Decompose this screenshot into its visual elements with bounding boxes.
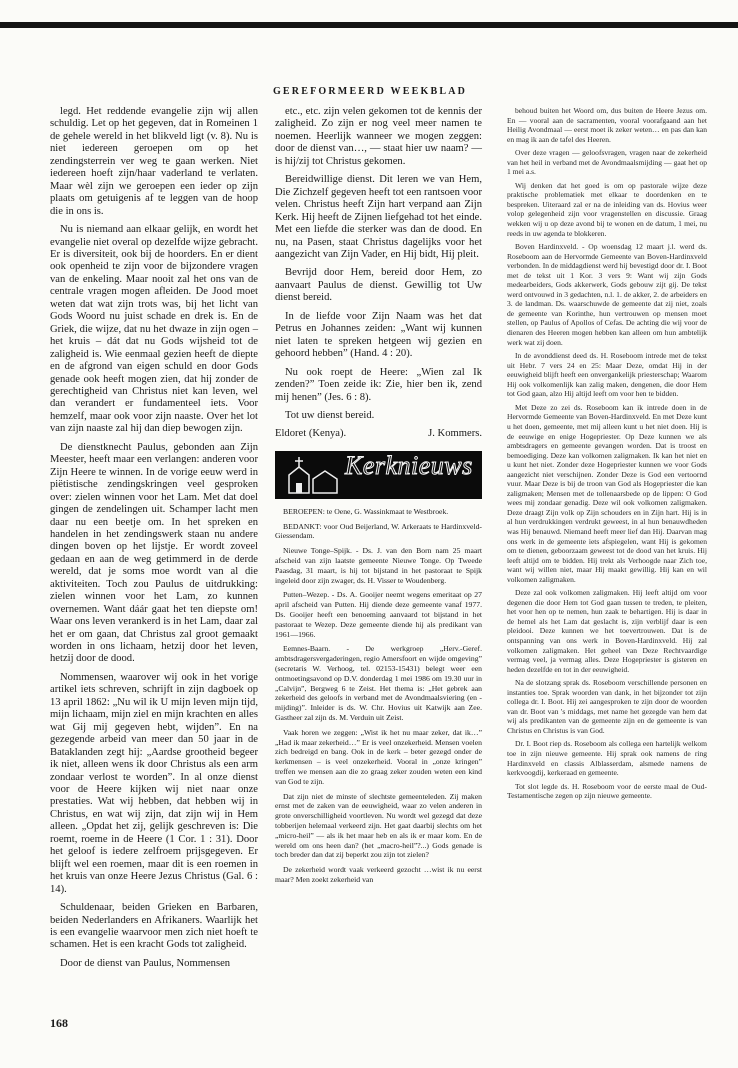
- paragraph: Met Deze zo zei ds. Roseboom kan ik intrede doen in de Hervormde Gemeente van Boven-Hardinxveld. En met Deze kunt u het doen, gemeente, met mij alleen kunt u het niet doen. Hij is de eeuwige en enige Hogepriester. Op Deze kunnen we als ambtsdragers en gemeente gevangen worden. Dat is troost en bemoediging. Deze kan volkomen zaligmaken. Ik kan het niet en u kunt het niet. Zonder deze Hogepriester kunnen we voor Gods aangezicht niet verschijnen. Zonder Deze is God een vertoornd vuur. Maar Deze is bij de troon van God als Hogepriester die kan zaligmaken; Mensen met de tollenaarsbede op de lippen: O God wees mij zondaar genadig. Deze wil ook volkomen zaligmaken. Deze draagt Zijn volk op Zijn schouders en in Zijn hart. Hij is in al hun verdrukkingen verdrukt geweest, in al hun benauwdheden was Hij benauwd. Niemand heeft meer lief dan Hij. Daarvan mag ons werk in de gemeente iets afspiegelen, want Hij is gekomen om te dienen, geboorzaam geweest tot de dood van het kruis. Hij leeft altijd om te bidden. Hij trekt als Verhoogde naar Zich toe, want wij willen niet, maar Hij maakt gewillig. Hij kan en wil volkomen zaligmaken.: [507, 402, 707, 584]
- news-item: BEROEPEN: te Oene, G. Wassinkmaat te Westbroek.: [283, 506, 449, 516]
- paragraph: Na de slotzang sprak ds. Roseboom verschillende personen en instanties toe. Sprak woorden van dank, in het bijzonder tot zijn collega dr. I. Boot. Hij zei aangesproken te zijn door de woorden van dr. Boot van 's middags, met name het gezegde van hem dat wij als predikanten van de gemeente zijn en de gemeente is van Christus en Christus is van God.: [507, 678, 707, 735]
- church-icon: [281, 455, 341, 495]
- banner-title: Kerknieuws: [345, 450, 473, 480]
- kerknieuws-banner: [275, 451, 482, 499]
- paragraph: legd. Het reddende evangelie zijn wij allen schuldig. Let op het gegeven, dat in Romeinen 1 de gehele wereld in het blikveld ligt (v. 8). Nu is niet iedereen geroepen om op het zendingsterrein ver weg te gaan werken. Niet iedereen hoeft zijn/haar vaderland te verlaten. Maar wèl zijn we geroepen een ieder op zijn plaats om getuigenis af te leggen van de hoop die in ons is.: [50, 106, 258, 217]
- page-header: GEREFORMEERD WEEKBLAD: [272, 86, 468, 97]
- paragraph: etc., etc. zijn velen gekomen tot de kennis der zaligheid. Zo zijn er nog veel meer namen te noemen. Heerlijk wanneer we mogen zeggen: door de dienst van…, — staat hier uw naam? — is hij/zij tot Christus gekomen.: [275, 106, 482, 167]
- signature-name: J. Kommers.: [428, 428, 482, 440]
- column-1: [50, 106, 258, 976]
- paragraph: Nommensen, waarover wij ook in het vorige artikel iets schreven, schrijft in zijn dagboek op 13 april 1862: „Nu wil ik U mijn leven mijn tijd, mijn lichaam, mijn ziel en mijn krachten en alles wat Gij mij gegeven hebt, wijden”. En na gezegende arbeid van meer dan 50 jaar in de Bataklanden zegt hij: „Aardse grootheid begeer ik niet, alleen wens ik door Christus als een arm zondaar verlost te worden”. In al onze dienst voor de Heere kijken wij niet naar onze prestaties. Wat wij hebben, dat hebben wij in Christus, en wat wij zijn, dat zijn wij in Hem alleen. „Opdat het zij, gelijk geschreven is: Die roemt, roeme in de Heere (1 Cor. 1 : 31). Door het geloof is iedere zelfroem prijsgegeven. Er blijft wel een roemen, maar dit is een roemen in het kruis van onze Heere Jezus Christus (Gal. 6 : 14).: [50, 671, 258, 895]
- news-item: Nieuwe Tonge–Spijk. - Ds. J. van den Born nam 25 maart afscheid van zijn laatste gemeente Nieuwe Tonge. Op Tweede Paasdag, 31 maart, is hij tot bijstand in het pastoraat te Spijk ingeleid door zijn zwager, ds. H. Visser te Woudenberg.: [275, 546, 482, 585]
- news-item: De zekerheid wordt vaak verkeerd gezocht …wist ik nu eerst maar? Men zoekt zekerheid van: [275, 865, 482, 884]
- paragraph: Bevrijd door Hem, bereid door Hem, zo aanvaart Paulus de dienst. Gewillig tot Uw dienst bereid.: [275, 267, 482, 304]
- paragraph: In de avonddienst deed ds. H. Roseboom intrede met de tekst uit Hebr. 7 vers 24 en 25: Maar Deze, omdat Hij in der eeuwigheid blijft heeft een onvergankelijk priesterschap; Waarom Hij ook volkomenlijk kan zalig maken, dengenen, die door Hem tot God gaan, alzo Hij altijd leeft om voor hen te bidden.: [507, 351, 707, 399]
- news-item: Vaak horen we zeggen: „Wist ik het nu maar zeker, dat ik…” „Had ik maar zekerheid…” Er is veel onzekerheid. Mensen voelen zich bedreigd en bang. Ook in de kerk – beter gezegd onder de kerkmensen – is veel onzekerheid. Vooral in „onze kringen” treffen we mensen aan die zo graag zeker zouden weten een kind van God te zijn.: [275, 727, 482, 786]
- paragraph: Over deze vragen — geloofsvragen, vragen naar de zekerheid van het heil in verband met de Avondmaalsmijding — gaat het op 1 mei a.s.: [507, 148, 707, 177]
- paragraph: In de liefde voor Zijn Naam was het dat Petrus en Johannes zeiden: „Want wij kunnen niet laten te spreken hetgeen wij gezien en gehoord hebben” (Hand. 4 : 20).: [275, 310, 482, 360]
- paragraph: Tot uw dienst bereid.: [285, 409, 375, 421]
- column-2: [275, 106, 482, 890]
- paragraph: behoud buiten het Woord om, dus buiten de Heere Jezus om. En — vooral aan de sacramenten, vooral voorafgaand aan het Heilig Avondmaal — eerst moet ik zeker weten… en pas dan kan en mag ik aan de tafel des Heeren.: [507, 106, 707, 144]
- paragraph: De dienstknecht Paulus, gebonden aan Zijn Meester, heeft maar een verlangen: anderen voor Zijn Heere te winnen. In de vorige eeuw werd in piëtistische zendingskringen veel gesproken over: zielen winnen voor het Lam. Met dat doel gingen de zendelingen uit. Schamper lacht men daar nu een beetje om. In het spreken en handelen in het zendingswerk staan nu andere dingen boven op het lijstje. Er wordt zoveel gedaan en aan de weg getimmerd in de derde wereld, dat je soms moe wordt van al die aktiviteiten. Toch zou Paulus de uitdrukking: zielen winnen voor het Lam, zo kunnen overnemen. Want dáár gaat het ten diepste om! Waar ons leven verankerd is in het Lam, daar zal het er om gaan, dat Christus zal groot gemaakt worden in ons lichaam, hetzij door het leven, hetzij door de dood.: [50, 441, 258, 665]
- news-item: Eemnes-Baarn. - De werkgroep „Herv.-Geref. ambtsdragersvergaderingen, regio Amersfoort en wijde omgeving” (secretaris W. Verhoog, tel. 02153-15431) belegt weer een ontmoetingsavond op D.V. donderdag 1 mei 1986 om 19.30 uur in „Calvijn”, Bergweg 6 te Zeist. Het thema is: „Het gebrek aan zekerheid des geloofs in verband met de Avondmaalsviering (en -mijding)”. Inleider is ds. W. Chr. Hovius uit Katwijk aan Zee. Gastheer zal zijn ds. M. Verduin uit Zeist.: [275, 644, 482, 723]
- paragraph: Door de dienst van Paulus, Nommensen: [60, 957, 231, 969]
- paragraph: Dr. I. Boot riep ds. Roseboom als collega een hartelijk welkom toe in zijn nieuwe gemeente. Hij sprak ook namens de ring Hardinxveld en classis Alblasserdam, alsmede namens de kerkvoogdij, kerkeraad en gemeente.: [507, 739, 707, 778]
- paragraph: Wij denken dat het goed is om op pastorale wijze deze praktische problematiek met elkaar te doordenken en te bespreken. Uiteraard zal er na de inleiding van ds. Hovius weer volop gelegenheid zijn voor vragenstellen en discussie. Graag wekken wij u op deze avond bij te wonen en de datum, 1 mei, nu reeds in uw agenda te blokkeren.: [507, 180, 707, 238]
- signature-place: Eldoret (Kenya).: [275, 428, 347, 440]
- news-item: Putten–Wezep. - Ds. A. Gooijer neemt wegens emeritaat op 27 april afscheid van Putten. Hij diende deze gemeente vanaf 1977. Ds. Gooijer heeft een benoeming aanvaard tot bijstand in het pastoraat te Wezep. Deze gemeente diende hij als predikant van 1961—1966.: [275, 590, 482, 639]
- paragraph: Tot slot legde ds. H. Roseboom voor de eerste maal de Oud-Testamentische zegen op zijn nieuwe gemeente.: [507, 781, 707, 801]
- paragraph: Bereidwillige dienst. Dit leren we van Hem, Die Zichzelf gegeven heeft tot een rantsoen voor velen. Christus heeft Zijn hart verpand aan Zijn Kerk. Hij heeft de Zijnen liefgehad tot het einde. Met een liefde die sterker was dan de dood. En nu, na Pasen, staat Christus dagelijks voor het aangezicht van Zijn Vader, en Hij bidt, Hij pleit.: [275, 174, 482, 260]
- paragraph: Boven Hardinxveld. - Op woensdag 12 maart j.l. werd ds. Roseboom aan de Hervormde Gemeente van Boven-Hardinxveld verbonden. In de middagdienst werd hij bevestigd door dr. I. Boot met de tekst uit 1 Kor. 3 vers 9: Want wij zijn Gods medearbeiders, Gods akkerwerk, Gods gebouw zijt gij. De tekst werd ontvouwd in 3 gedachten, n.l. 1. de akker, 2. de arbeiders en 3. de landman. Ds. waarschuwde de gemeente dat zij niet, zoals de gemeente van Korinthe, hun vertrouwen op mensen moet stellen, op Paulus of Apollos of Cefas. De achting die wij voor de dienaren des Heeren mogen hebben kan alleen om hun ambtelijk werk wat zij doen.: [507, 242, 707, 347]
- news-item: Dat zijn niet de minste of slechtste gemeenteleden. Zij maken ernst met de zaken van de eeuwigheid, waar zo velen anderen in grote onverschilligheid voortleven. Nu wordt wel gezegd dat deze tobberijen helemaal verkeerd zijn. Het gaat daarbij slechts om het „micro-heil” — als ik het maar heb en als ik er maar kom. En de wereld om ons heen dan? (het „macro-heil”?...) Gods genade is toch breder dan dat zij beperkt zou zijn tot zielen?: [275, 791, 482, 860]
- signature: [275, 428, 482, 440]
- news-item: BEDANKT: voor Oud Beijerland, W. Arkeraats te Hardinxveld-Giessendam.: [275, 521, 482, 541]
- paragraph: Deze zal ook volkomen zaligmaken. Hij leeft altijd om voor degenen die door Hem tot God gaan tussen te treden, te pleiten, het voor hen op te nemen, hun zaak te behartigen. Hij is daar in de hemel als het Lam dat geslacht is, zijn verblijf daar is een pleidooi. Deze kunnen we het toevertrouwen. Dat is de ontspanning van ons werk in Boven-Hardinxveld. Hij zal volkomen zaligmaken. Het geheel van Deze Rechtvaardige vermag veel, ja vermag alles. Deze Hogepriester is gisteren en heden dezelfde en tot in der eeuwigheid.: [507, 588, 707, 674]
- paragraph: Schuldenaar, beiden Grieken en Barbaren, beiden Nederlanders en Afrikaners. Waarlijk het is een evangelie waarvoor men zich niet hoeft te schamen. Het is een kracht Gods tot zaligheid.: [50, 902, 258, 951]
- paragraph: Nu ook roept de Heere: „Wien zal Ik zenden?” Toen zeide ik: Zie, hier ben ik, zend mij henen” (Jes. 6 : 8).: [275, 366, 482, 403]
- paragraph: Nu is niemand aan elkaar gelijk, en wordt het evangelie niet overal op dezelfde wijze gebracht. Er is diversiteit, ook bij de hoorders. En er dient ook openheid te zijn voor de bijzondere vragen van de enkeling. Maar nooit zal het ons van de centrale vragen mogen afleiden. De Jood moet weten dat wat zijn trots was, bij het licht van Gods Woord nu juist schade en drek is. En de Griek, die wijze, dat nu het dwaze in zijn ogen – het kruis – dát dat nu Gods wijsheid tot de zaligheid is. Wie eenmaal gezien heeft de diepte en de afgrond van eigen schuld en door Gods genade ook heeft mogen zien, dat hij zonder de gerechtigheid van Christus niet kan leven, wel dan verandert er fundamenteel iets. Voor hemzelf, maar ook voor zijn naaste. Over het lot van zijn naaste zal hij dan diep bewogen zijn.: [50, 224, 258, 435]
- top-rule: [0, 22, 738, 28]
- column-3: [507, 106, 707, 805]
- page-number: 168: [50, 1016, 68, 1030]
